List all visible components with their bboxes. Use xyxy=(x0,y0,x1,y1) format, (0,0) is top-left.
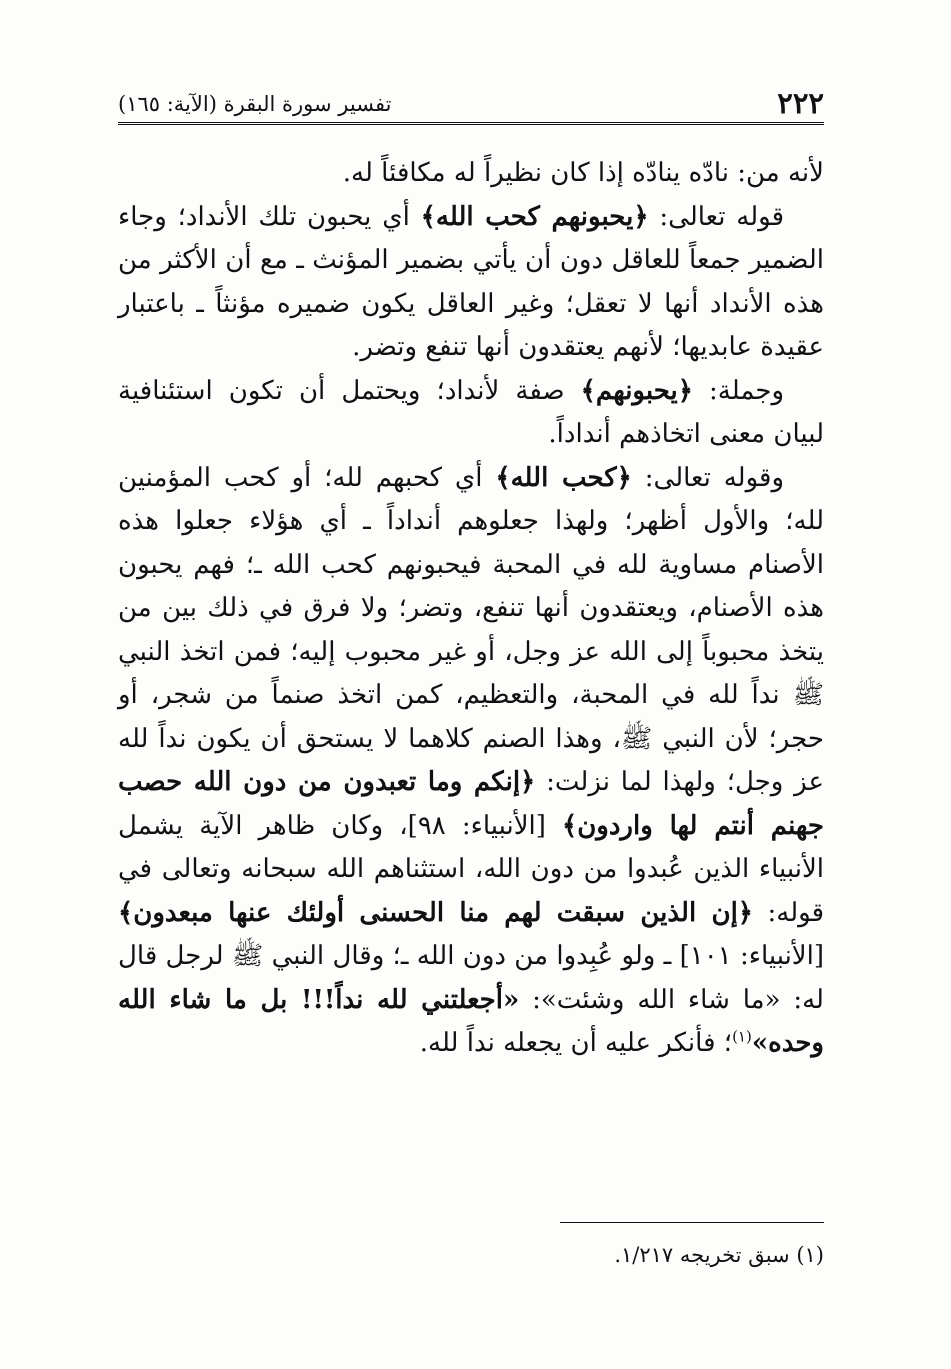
footnote-divider xyxy=(560,1222,824,1223)
quran-quote: ﴿إن الذين سبقت لهم منا الحسنى أولئك عنها مبعدون﴾ xyxy=(118,897,754,928)
text-run: صفة لأنداد؛ ويحتمل أن تكون استئنافية لبيان معنى اتخاذهم أنداداً. xyxy=(118,375,824,449)
paragraph-2 xyxy=(118,196,824,370)
quran-quote: ﴿يحبونهم كحب الله﴾ xyxy=(420,201,649,232)
footnote-reference[interactable]: (١) xyxy=(732,1027,752,1046)
text-run: أي يحبون تلك الأنداد؛ وجاء الضمير جمعاً للعاقل دون أن يأتي بضمير المؤنث ـ مع أن الأكثر من هذه الأنداد أنها لا تعقل؛ وغير العاقل يكون ضميره مؤنثاً ـ باعتبار عقيدة عابديها؛ لأنهم يعتقدون أنها تنفع وتضر. xyxy=(118,201,824,362)
hadith-quote: «أجعلتني لله نداً!!! بل ما شاء الله وحده» xyxy=(118,984,824,1058)
paragraph-4 xyxy=(118,457,824,1066)
page-number: ٢٢٢ xyxy=(777,86,824,120)
text-run: وجملة: xyxy=(692,375,785,406)
text-run: وقوله تعالى: xyxy=(631,462,784,493)
paragraph-1-text: لأنه من: نادّه ينادّه إذا كان نظيراً له مكافئاً له. xyxy=(342,158,824,188)
text-run: ؛ فأنكر عليه أن يجعله نداً لله. xyxy=(419,1028,733,1058)
paragraph-3 xyxy=(118,370,824,457)
text-run: [الأنبياء: ١٠١] ـ ولو عُبِدوا من دون الله ـ؛ وقال النبي ﷺ لرجل قال له: «ما شاء الله وشئت»: xyxy=(118,941,825,1015)
body-text xyxy=(118,152,824,1066)
paragraph-1 xyxy=(118,152,824,196)
page-header xyxy=(118,84,824,125)
running-title: تفسير سورة البقرة (الآية: ١٦٥) xyxy=(118,92,392,116)
text-run: قوله تعالى: xyxy=(648,201,784,232)
quran-quote: ﴿إنكم وما تعبدون من دون الله حصب جهنم أنتم لها واردون﴾ xyxy=(118,767,824,841)
text-run: [الأنبياء: ٩٨]، وكان ظاهر الآية يشمل الأنبياء الذين عُبدوا من دون الله، استثناهم الله سبحانه وتعالى في قوله: xyxy=(118,810,825,928)
quran-quote: ﴿يحبونهم﴾ xyxy=(580,375,693,406)
text-run: أي كحبهم لله؛ أو كحب المؤمنين لله؛ والأول أظهر؛ ولهذا جعلوهم أنداداً ـ أي هؤلاء جعلوا هذه الأصنام مساوية لله في المحبة فيحبونهم كحب الله ـ؛ فهم يحبون هذه الأصنام، ويعتقدون أنها تنفع، وتضر؛ ولا فرق في ذلك بين من يتخذ محبوباً إلى الله عز وجل، أو غير محبوب إليه؛ فمن اتخذ النبي ﷺ نداً لله في المحبة، والتعظيم، كمن اتخذ صنماً من شجر، أو حجر؛ لأن النبي ﷺ، وهذا الصنم كلاهما لا يستحق أن يكون نداً لله عز وجل؛ ولهذا لما نزلت: xyxy=(118,462,824,797)
quran-quote: ﴿كحب الله﴾ xyxy=(495,462,632,493)
footnote: (١) سبق تخريجه ١/٢١٧. xyxy=(614,1243,824,1267)
